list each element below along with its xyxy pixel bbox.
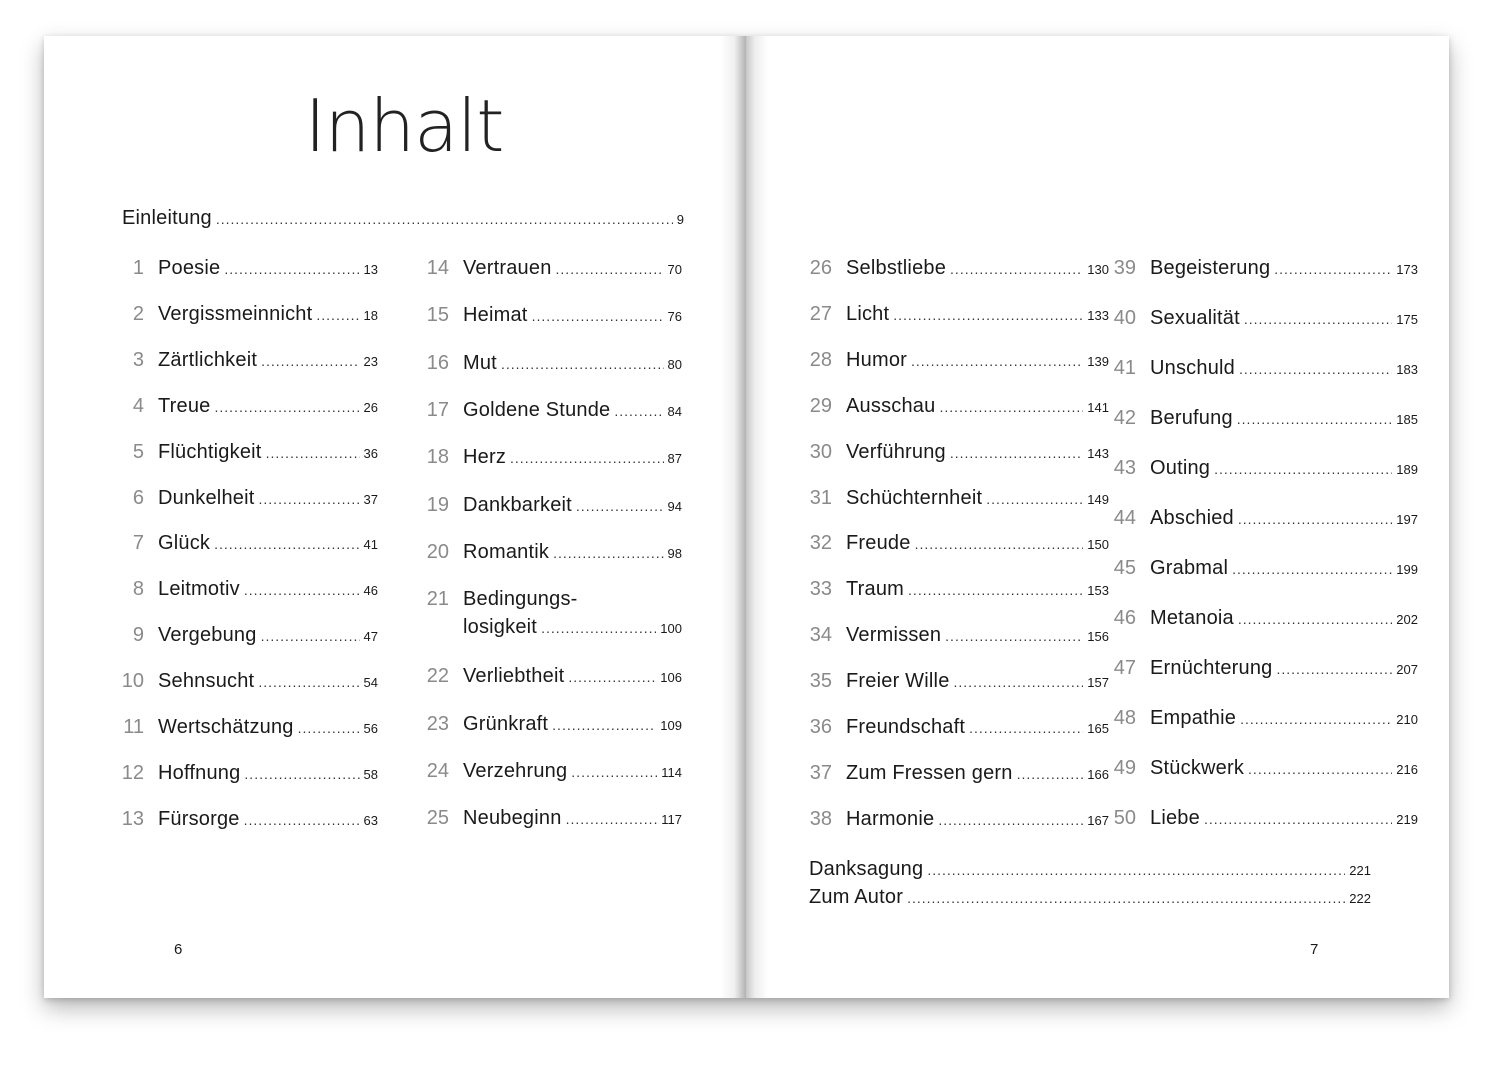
- toc-label: Zärtlichkeit: [158, 348, 258, 371]
- toc-number: 40: [1113, 307, 1136, 329]
- toc-label: Wertschätzung: [158, 716, 294, 738]
- toc-page: 133: [1087, 307, 1109, 323]
- leader-dots: [908, 583, 1083, 597]
- toc-number: 12: [121, 761, 144, 784]
- toc-page: 156: [1087, 629, 1109, 645]
- toc-label: Poesie: [158, 257, 221, 279]
- toc-page: 76: [667, 309, 682, 325]
- toc-page: 23: [363, 353, 378, 369]
- toc-entry[interactable]: [796, 487, 1109, 515]
- toc-label: Vermissen: [846, 624, 942, 647]
- toc-label: Einleitung: [122, 207, 212, 229]
- toc-entry[interactable]: [413, 494, 682, 522]
- toc-page: 54: [363, 675, 378, 691]
- toc-number: 6: [132, 486, 144, 509]
- toc-number: 36: [809, 716, 832, 738]
- toc-page: 26: [363, 399, 378, 415]
- leader-dots: [911, 354, 1083, 368]
- toc-page: 130: [1087, 262, 1109, 277]
- toc-page: 222: [1349, 891, 1371, 906]
- toc-label: Hoffnung: [158, 761, 241, 784]
- toc-page: 165: [1087, 721, 1109, 736]
- leader-dots: [1232, 562, 1392, 576]
- toc-number: 15: [426, 304, 449, 327]
- toc-number: 18: [426, 446, 449, 469]
- toc-entry[interactable]: [108, 670, 378, 698]
- toc-number: 49: [1113, 757, 1136, 779]
- leader-dots: [571, 765, 657, 779]
- leader-dots: [1239, 362, 1392, 376]
- toc-label: Mut: [463, 351, 497, 374]
- toc-page: 98: [667, 545, 682, 561]
- toc-label: Leitmotiv: [158, 578, 240, 601]
- toc-label: Sehnsucht: [158, 670, 255, 693]
- leader-dots: [216, 212, 673, 226]
- toc-label: Verzehrung: [463, 760, 568, 782]
- leader-dots: [261, 629, 360, 643]
- toc-entry-danksagung[interactable]: [809, 858, 1371, 884]
- toc-entry[interactable]: [108, 578, 378, 606]
- toc-label: Schüchternheit: [846, 486, 983, 509]
- toc-number: 45: [1113, 557, 1136, 579]
- leader-dots: [510, 451, 664, 465]
- leader-dots: [566, 812, 658, 826]
- open-book: [44, 36, 1449, 998]
- leader-dots: [541, 621, 656, 635]
- toc-number: 32: [809, 532, 832, 555]
- toc-page: 185: [1396, 412, 1418, 427]
- toc-number: 11: [123, 716, 144, 738]
- toc-number: 47: [1113, 657, 1136, 679]
- toc-entry[interactable]: [413, 665, 682, 693]
- toc-number: 27: [809, 302, 832, 325]
- toc-number: 50: [1113, 807, 1136, 829]
- toc-number: 48: [1113, 707, 1136, 729]
- toc-entry[interactable]: [413, 352, 682, 380]
- toc-label: Heimat: [463, 304, 528, 327]
- toc-entry[interactable]: [413, 760, 682, 788]
- leader-dots: [907, 891, 1345, 905]
- toc-label: Romantik: [463, 540, 550, 563]
- page-title: Inhalt: [304, 84, 504, 168]
- toc-page: 173: [1396, 262, 1418, 277]
- left-page: [44, 36, 746, 998]
- toc-page: 70: [667, 262, 682, 277]
- leader-dots: [266, 446, 360, 460]
- toc-label: Vertrauen: [463, 257, 552, 279]
- toc-entry[interactable]: [1100, 707, 1418, 735]
- leader-dots: [244, 583, 360, 597]
- toc-page: 197: [1396, 512, 1418, 527]
- toc-page: 150: [1087, 537, 1109, 553]
- toc-entry[interactable]: [1100, 557, 1418, 585]
- toc-number: 22: [426, 665, 449, 688]
- toc-label: Grünkraft: [463, 712, 549, 735]
- toc-entry[interactable]: [413, 541, 682, 569]
- toc-page: 139: [1087, 353, 1109, 369]
- toc-number: 46: [1113, 607, 1136, 629]
- toc-page: 189: [1396, 462, 1418, 477]
- toc-page: 167: [1087, 812, 1109, 828]
- toc-entry[interactable]: [413, 446, 682, 474]
- toc-number: 42: [1113, 407, 1136, 429]
- leader-dots: [1248, 762, 1392, 776]
- toc-entry[interactable]: [1100, 307, 1418, 335]
- toc-entry[interactable]: [413, 588, 682, 644]
- toc-number: 17: [426, 398, 449, 421]
- toc-label: Bedingungs-: [463, 588, 578, 611]
- toc-entry[interactable]: [108, 808, 378, 836]
- toc-page: 216: [1396, 762, 1418, 777]
- toc-number: 31: [809, 486, 832, 509]
- leader-dots: [214, 537, 359, 551]
- toc-entry[interactable]: [413, 257, 682, 285]
- leader-dots: [986, 492, 1083, 506]
- toc-page: 153: [1087, 583, 1109, 599]
- toc-label: Verliebtheit: [463, 665, 565, 688]
- toc-number: 41: [1113, 357, 1136, 379]
- toc-entry[interactable]: [796, 349, 1109, 377]
- toc-page: 18: [363, 307, 378, 323]
- leader-dots: [261, 354, 359, 368]
- toc-entry[interactable]: [796, 303, 1109, 331]
- toc-entry[interactable]: [796, 578, 1109, 606]
- toc-number: 7: [132, 532, 144, 555]
- toc-label: Dankbarkeit: [463, 493, 572, 516]
- leader-dots: [614, 404, 663, 418]
- toc-number: 3: [132, 348, 144, 371]
- toc-page: 58: [363, 766, 378, 782]
- leader-dots: [298, 721, 360, 735]
- toc-label: Sexualität: [1150, 307, 1240, 329]
- toc-page: 166: [1087, 766, 1109, 782]
- toc-number: 23: [426, 712, 449, 735]
- toc-label: Neubeginn: [463, 807, 562, 830]
- toc-number: 38: [809, 807, 832, 830]
- toc-entry[interactable]: [108, 532, 378, 560]
- toc-label: Berufung: [1150, 407, 1233, 429]
- toc-entry[interactable]: [1100, 607, 1418, 635]
- page-number: 7: [1310, 941, 1319, 958]
- toc-entry[interactable]: [796, 257, 1109, 285]
- leader-dots: [1237, 412, 1393, 426]
- right-page: [746, 36, 1449, 998]
- leader-dots: [1238, 512, 1392, 526]
- toc-page: 100: [660, 621, 682, 637]
- toc-number: 14: [426, 257, 449, 279]
- toc-page: 80: [667, 356, 682, 372]
- toc-page: 114: [661, 765, 682, 780]
- toc-entry[interactable]: [796, 441, 1109, 469]
- leader-dots: [556, 262, 664, 276]
- toc-label: Freier Wille: [846, 670, 950, 693]
- toc-label: Vergebung: [158, 624, 257, 647]
- toc-entry[interactable]: [796, 670, 1109, 698]
- toc-page: 109: [660, 717, 682, 733]
- toc-label: Unschuld: [1150, 357, 1235, 379]
- leader-dots: [954, 675, 1084, 689]
- toc-entry[interactable]: [108, 624, 378, 652]
- toc-entry[interactable]: [108, 441, 378, 469]
- leader-dots: [969, 721, 1083, 735]
- toc-entry[interactable]: [108, 762, 378, 790]
- leader-dots: [950, 262, 1083, 276]
- leader-dots: [244, 767, 359, 781]
- toc-label: Treue: [158, 394, 211, 417]
- leader-dots: [938, 813, 1083, 827]
- toc-label: Begeisterung: [1150, 257, 1271, 279]
- toc-entry[interactable]: [413, 399, 682, 427]
- toc-label: Glück: [158, 532, 211, 555]
- toc-label: Freude: [846, 532, 911, 555]
- toc-number: 16: [426, 351, 449, 374]
- toc-label: Liebe: [1150, 807, 1200, 829]
- toc-label: Ernüchterung: [1150, 657, 1273, 679]
- leader-dots: [950, 446, 1083, 460]
- toc-number: 21: [426, 588, 449, 611]
- toc-entry[interactable]: [796, 716, 1109, 744]
- toc-entry-zum-autor[interactable]: [809, 886, 1371, 912]
- toc-label: Abschied: [1150, 507, 1234, 529]
- toc-label: Humor: [846, 348, 908, 371]
- toc-page: 210: [1396, 712, 1418, 727]
- leader-dots: [576, 499, 664, 513]
- toc-entry[interactable]: [1100, 357, 1418, 385]
- toc-number: 20: [426, 540, 449, 563]
- toc-entry[interactable]: [796, 532, 1109, 560]
- toc-label: Stückwerk: [1150, 757, 1245, 779]
- leader-dots: [552, 718, 656, 732]
- toc-entry[interactable]: [108, 487, 378, 515]
- toc-page: 56: [363, 721, 378, 736]
- gutter-shadow: [746, 36, 768, 998]
- leader-dots: [1204, 812, 1392, 826]
- toc-label: Vergissmeinnicht: [158, 302, 313, 325]
- toc-page: 41: [363, 537, 378, 553]
- toc-number: 8: [132, 578, 144, 601]
- toc-entry[interactable]: [413, 713, 682, 741]
- toc-entry[interactable]: [108, 716, 378, 744]
- toc-label: Fürsorge: [158, 807, 240, 830]
- toc-page: 143: [1087, 445, 1109, 461]
- toc-entry[interactable]: [796, 395, 1109, 423]
- leader-dots: [244, 813, 360, 827]
- toc-page: 9: [676, 212, 684, 227]
- toc-page: 175: [1396, 312, 1418, 327]
- toc-label: Verführung: [846, 440, 946, 463]
- toc-label: Outing: [1150, 457, 1211, 479]
- toc-entry[interactable]: [413, 304, 682, 332]
- toc-label: Ausschau: [846, 394, 936, 417]
- toc-page: 202: [1396, 612, 1418, 627]
- toc-entry[interactable]: [1100, 757, 1418, 785]
- leader-dots: [259, 492, 360, 506]
- leader-dots: [893, 308, 1083, 322]
- toc-page: 157: [1087, 675, 1109, 691]
- toc-entry[interactable]: [1100, 257, 1418, 285]
- leader-dots: [915, 537, 1084, 551]
- toc-label: Harmonie: [846, 807, 935, 830]
- toc-label: Empathie: [1150, 707, 1237, 729]
- toc-number: 4: [132, 394, 144, 417]
- toc-label: Freundschaft: [846, 716, 966, 738]
- toc-page: 63: [363, 812, 378, 828]
- toc-page: 207: [1396, 662, 1418, 677]
- toc-number: 10: [121, 670, 144, 693]
- toc-page: 141: [1087, 399, 1109, 415]
- toc-page: 94: [667, 498, 682, 514]
- leader-dots: [1274, 262, 1392, 276]
- leader-dots: [553, 546, 663, 560]
- leader-dots: [1017, 767, 1084, 781]
- toc-label: Zum Fressen gern: [846, 761, 1013, 784]
- toc-number: 5: [132, 440, 144, 463]
- toc-number: 1: [132, 257, 144, 279]
- toc-entry[interactable]: [1100, 807, 1418, 835]
- toc-entry[interactable]: [1100, 457, 1418, 485]
- leader-dots: [1244, 312, 1392, 326]
- leader-dots: [568, 670, 656, 684]
- toc-page: 183: [1396, 362, 1418, 377]
- toc-label: Grabmal: [1150, 557, 1229, 579]
- toc-entry[interactable]: [796, 808, 1109, 836]
- toc-page: 46: [363, 583, 378, 599]
- toc-number: 39: [1113, 257, 1136, 279]
- toc-entry[interactable]: [1100, 657, 1418, 685]
- toc-page: 199: [1396, 562, 1418, 577]
- toc-entry[interactable]: [108, 349, 378, 377]
- toc-page: 106: [660, 670, 682, 686]
- toc-number: 24: [426, 760, 449, 782]
- toc-number: 25: [426, 807, 449, 830]
- toc-label: Herz: [463, 446, 507, 469]
- leader-dots: [224, 262, 359, 276]
- toc-page: 37: [363, 491, 378, 507]
- toc-number: 37: [809, 761, 832, 784]
- toc-page: 117: [661, 812, 682, 828]
- toc-number: 34: [809, 624, 832, 647]
- page-number: 6: [174, 941, 183, 958]
- leader-dots: [1238, 612, 1392, 626]
- toc-page: 219: [1396, 812, 1418, 827]
- toc-label: Licht: [846, 302, 890, 325]
- toc-number: 13: [121, 807, 144, 830]
- toc-entry[interactable]: [108, 395, 378, 423]
- toc-number: 19: [426, 493, 449, 516]
- leader-dots: [532, 309, 664, 323]
- toc-number: 29: [809, 394, 832, 417]
- toc-page: 13: [363, 262, 378, 277]
- toc-label: Selbstliebe: [846, 257, 947, 279]
- toc-number: 44: [1113, 507, 1136, 529]
- leader-dots: [927, 863, 1345, 877]
- leader-dots: [1214, 462, 1392, 476]
- toc-number: 30: [809, 440, 832, 463]
- leader-dots: [501, 357, 664, 371]
- toc-page: 149: [1087, 491, 1109, 507]
- leader-dots: [215, 400, 360, 414]
- leader-dots: [258, 675, 359, 689]
- toc-entry-einleitung[interactable]: [122, 207, 684, 233]
- toc-label: Traum: [846, 578, 905, 601]
- toc-entry[interactable]: [413, 807, 682, 835]
- toc-entry[interactable]: [108, 303, 378, 331]
- toc-label: Metanoia: [1150, 607, 1234, 629]
- leader-dots: [1240, 712, 1392, 726]
- toc-entry[interactable]: [796, 762, 1109, 790]
- leader-dots: [316, 308, 359, 322]
- toc-label: Goldene Stunde: [463, 398, 611, 421]
- toc-number: 28: [809, 348, 832, 371]
- toc-label: Dunkelheit: [158, 486, 255, 509]
- gutter-shadow: [720, 36, 746, 998]
- toc-number: 26: [809, 257, 832, 279]
- toc-number: 2: [132, 302, 144, 325]
- toc-number: 43: [1113, 457, 1136, 479]
- toc-entry[interactable]: [1100, 507, 1418, 535]
- toc-entry[interactable]: [1100, 407, 1418, 435]
- leader-dots: [1276, 662, 1392, 676]
- toc-entry[interactable]: [796, 624, 1109, 652]
- toc-number: 9: [132, 624, 144, 647]
- leader-dots: [945, 629, 1083, 643]
- toc-label-continued: losigkeit: [463, 616, 538, 639]
- toc-label: Flüchtigkeit: [158, 440, 262, 463]
- toc-number: 33: [809, 578, 832, 601]
- toc-label: Zum Autor: [809, 886, 904, 908]
- leader-dots: [939, 400, 1083, 414]
- toc-entry[interactable]: [108, 257, 378, 285]
- toc-page: 84: [667, 403, 682, 419]
- toc-number: 35: [809, 670, 832, 693]
- toc-page: 36: [363, 445, 378, 461]
- toc-page: 221: [1349, 863, 1371, 878]
- toc-label: Danksagung: [809, 858, 924, 880]
- toc-page: 47: [363, 629, 378, 645]
- toc-page: 87: [667, 451, 682, 467]
